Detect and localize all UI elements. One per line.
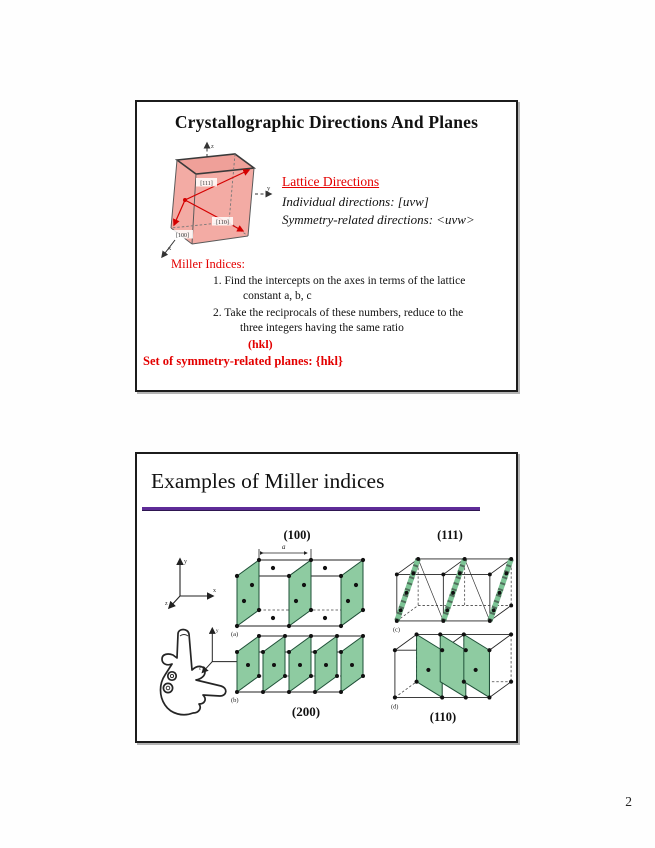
sub-label-d: (d)	[390, 703, 399, 711]
sub-label-a: (a)	[231, 631, 239, 638]
sub-label-b: (b)	[231, 697, 239, 704]
set-of-planes-line: Set of symmetry-related planes: {hkl}	[143, 354, 343, 368]
hkl-notation: (hkl)	[248, 337, 273, 351]
lattice-directions-heading: Lattice Directions	[282, 174, 380, 189]
slide1-title: Crystallographic Directions And Planes	[174, 112, 479, 132]
miller-step2-line2: three integers having the same ratio	[240, 322, 404, 334]
origin-point	[183, 198, 187, 202]
axes-bottom-up-label: y	[215, 627, 219, 634]
plane-label-110: (110)	[429, 710, 457, 724]
miller-step1-line2: constant a, b, c	[243, 290, 312, 302]
miller-step1-line1: 1. Find the intercepts on the axes in terms of the lattice	[213, 275, 466, 287]
axes-bottom-down-label: z	[198, 665, 202, 672]
slide2-title: Examples of Miller indices	[151, 469, 385, 493]
slide-2	[135, 452, 518, 743]
axes-top-up-label: y	[184, 559, 187, 565]
slide-1	[135, 100, 518, 392]
plane-label-111: (111)	[437, 528, 463, 542]
plane-label-200: (200)	[291, 704, 321, 719]
figure-110-planes	[389, 618, 517, 710]
sub-label-c: (c)	[392, 626, 400, 634]
axes-top-down-label: z	[165, 601, 168, 607]
dimension-a-label: a	[282, 543, 286, 551]
green-planes	[237, 560, 363, 626]
axes-top-right-label: x	[213, 588, 216, 594]
miller-indices-heading: Miller Indices:	[171, 257, 245, 271]
axis-z-label: z	[211, 143, 214, 150]
figure-200-planes	[227, 626, 402, 704]
axis-y-label: y	[267, 185, 271, 192]
title-underline-rule	[142, 507, 480, 511]
page-number: 2	[625, 794, 632, 809]
label-111: [111]	[200, 180, 213, 187]
green-planes	[417, 634, 490, 697]
unit-cell-directions-diagram	[155, 138, 277, 262]
miller-step2-line1: 2. Take the reciprocals of these numbers, reduce to the	[213, 307, 464, 319]
label-100: [100]	[176, 232, 189, 239]
figure-100-planes	[227, 538, 402, 638]
symmetry-directions-line: Symmetry-related directions: <uvw>	[282, 211, 475, 227]
individual-directions-line: Individual directions: [uvw]	[282, 194, 429, 209]
axes-icon-top	[163, 550, 223, 614]
plane-label-100: (100)	[283, 528, 311, 542]
lattice-directions-block	[282, 174, 475, 228]
axis-x-label: x	[168, 245, 172, 252]
label-110: [110]	[216, 219, 229, 226]
